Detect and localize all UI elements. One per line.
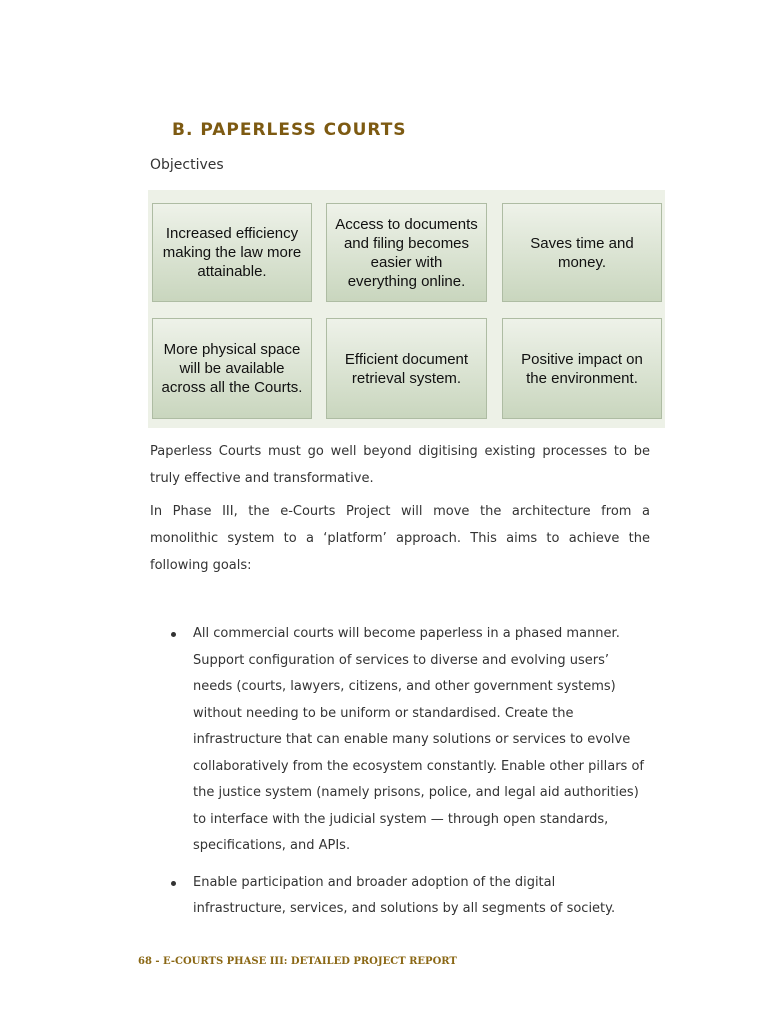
page-footer: 68 - E-COURTS PHASE III: DETAILED PROJECT REPORT bbox=[138, 956, 457, 967]
list-item bbox=[150, 870, 650, 923]
goals-list bbox=[150, 621, 650, 933]
objectives-label: Objectives bbox=[150, 157, 224, 173]
body-paragraph: Paperless Courts must go well beyond digitising existing processes to be truly effective and transformative. bbox=[150, 444, 650, 486]
list-item-text: All commercial courts will become paperless in a phased manner. Support configuration of services to diverse and evolving users’ needs (courts, lawyers, citizens, and other government systems) without needing to be uniform or standardised. Create the infrastructure that can enable many solutions or services to evolve collaboratively from the ecosystem constantly. Enable other pillars of the justice system (namely prisons, police, and legal aid authorities) to interface with the judicial system — through open standards, specifications, and APIs. bbox=[193, 626, 644, 853]
body-paragraph: In Phase III, the e-Courts Project will move the architecture from a monolithic system to a ‘platform’ approach. This aims to achieve the following goals: bbox=[150, 504, 650, 573]
bullet-icon bbox=[171, 632, 176, 637]
objective-card: Access to documents and filing becomes easier with everything online. bbox=[326, 203, 487, 302]
objective-card: Efficient document retrieval system. bbox=[326, 318, 487, 419]
section-heading: B. PAPERLESS COURTS bbox=[172, 120, 407, 140]
objectives-grid bbox=[148, 190, 665, 428]
objective-card: More physical space will be available across all the Courts. bbox=[152, 318, 312, 419]
list-item bbox=[150, 621, 650, 860]
objective-card: Increased efficiency making the law more attainable. bbox=[152, 203, 312, 302]
bullet-icon bbox=[171, 881, 176, 886]
list-item-text: Enable participation and broader adoption of the digital infrastructure, services, and solutions by all segments of society. bbox=[193, 874, 616, 916]
objective-card: Saves time and money. bbox=[502, 203, 662, 302]
objective-card: Positive impact on the environment. bbox=[502, 318, 662, 419]
